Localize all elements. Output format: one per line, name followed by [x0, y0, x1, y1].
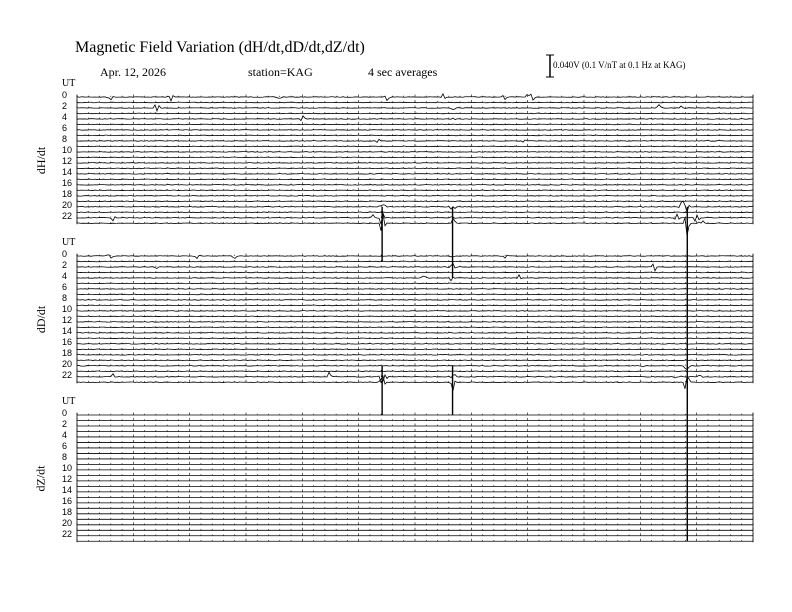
hour-label-0-14: 14	[62, 166, 73, 177]
ut-axis-label-2: UT	[62, 396, 76, 407]
hour-label-2-8: 8	[62, 451, 68, 462]
hour-label-1-12: 12	[62, 314, 73, 325]
hour-label-0-22: 22	[62, 210, 73, 221]
hour-label-1-6: 6	[62, 281, 68, 292]
hour-label-2-12: 12	[62, 473, 73, 484]
hour-label-1-20: 20	[62, 358, 73, 369]
hour-label-2-18: 18	[62, 506, 73, 517]
averaging-label: 4 sec averages	[368, 65, 438, 79]
hour-label-1-8: 8	[62, 292, 68, 303]
chart-title: Magnetic Field Variation (dH/dt,dD/dt,dZ/dt)	[75, 39, 365, 56]
component-label-2: dZ/dt	[33, 465, 48, 492]
hour-label-2-4: 4	[62, 429, 68, 440]
hour-label-0-8: 8	[62, 133, 68, 144]
hour-label-1-18: 18	[62, 347, 73, 358]
component-label-1: dD/dt	[34, 305, 49, 334]
hour-label-0-10: 10	[62, 144, 73, 155]
ut-axis-label-1: UT	[62, 237, 76, 248]
hour-label-2-14: 14	[62, 484, 73, 495]
hour-label-1-22: 22	[62, 369, 73, 380]
ut-axis-label-0: UT	[62, 78, 76, 89]
hour-label-2-10: 10	[62, 462, 73, 473]
hour-label-0-18: 18	[62, 188, 73, 199]
hour-label-1-14: 14	[62, 325, 73, 336]
station-label: station=KAG	[248, 65, 313, 79]
hour-label-2-22: 22	[62, 528, 73, 539]
hour-label-0-4: 4	[62, 111, 68, 122]
hour-label-1-2: 2	[62, 259, 68, 270]
hour-label-0-6: 6	[62, 122, 68, 133]
hour-label-1-10: 10	[62, 303, 73, 314]
hour-label-2-2: 2	[62, 418, 68, 429]
scale-bar-label: 0.040V (0.1 V/nT at 0.1 Hz at KAG)	[553, 60, 686, 70]
date-label: Apr. 12, 2026	[100, 65, 166, 79]
hour-label-2-0: 0	[62, 408, 68, 418]
hour-label-2-6: 6	[62, 440, 68, 451]
hour-label-1-0: 0	[62, 249, 68, 259]
hour-label-2-20: 20	[62, 517, 73, 528]
hour-label-0-12: 12	[62, 155, 73, 166]
component-label-0: dH/dt	[34, 146, 49, 175]
hour-label-0-2: 2	[62, 100, 68, 111]
hour-label-2-16: 16	[62, 495, 73, 506]
hour-label-0-16: 16	[62, 177, 73, 188]
hour-label-0-0: 0	[62, 90, 68, 100]
hour-label-1-4: 4	[62, 270, 68, 281]
hour-label-1-16: 16	[62, 336, 73, 347]
trace-1-row-23	[77, 376, 753, 391]
hour-label-0-20: 20	[62, 199, 73, 210]
